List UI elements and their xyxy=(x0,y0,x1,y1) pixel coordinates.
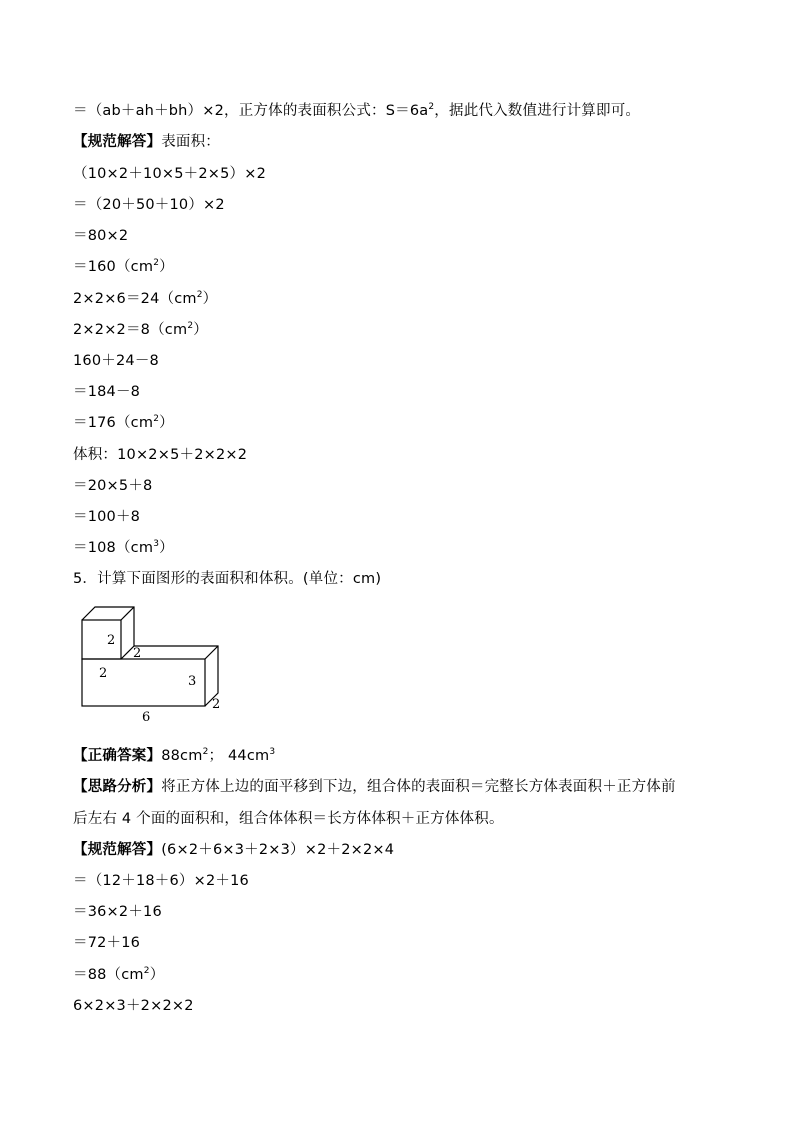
superscript: 2 xyxy=(153,414,160,424)
text: ） xyxy=(159,540,174,556)
text-line xyxy=(73,289,217,309)
text: ） xyxy=(149,967,165,983)
text-line xyxy=(73,840,394,860)
text-line: ＝20×5＋8 xyxy=(73,478,153,494)
text-line: 后左右 4 个面的面积和，组合体体积＝长方体体积＋正方体体积。 xyxy=(73,811,504,827)
text: ＝88（cm xyxy=(73,967,144,983)
cuboid-corner-edge xyxy=(205,646,218,659)
superscript: 3 xyxy=(269,747,276,757)
box-left-label: 2 xyxy=(99,666,108,681)
text-line xyxy=(73,777,676,797)
question-title: 5．计算下面图形的表面积和体积。(单位：cm) xyxy=(73,571,382,587)
text-line xyxy=(73,746,275,766)
text-line: ＝72＋16 xyxy=(73,935,141,951)
text: ） xyxy=(202,291,218,307)
cube-height-label: 2 xyxy=(107,633,116,648)
superscript: 2 xyxy=(428,102,435,112)
text: ，据此代入数值进行计算即可。 xyxy=(434,103,641,119)
superscript: 2 xyxy=(196,290,203,300)
cube-top-edge xyxy=(121,607,134,620)
combined-solid-figure xyxy=(76,602,236,728)
section-label: 【规范解答】 xyxy=(73,134,162,150)
text-line xyxy=(73,101,640,121)
text-line: 160＋24－8 xyxy=(73,353,159,369)
text: (6×2＋6×3＋2×3）×2＋2×2×4 xyxy=(161,842,395,858)
text-line: ＝100＋8 xyxy=(73,509,141,525)
text: ； 44cm xyxy=(208,748,270,764)
superscript: 2 xyxy=(153,258,160,268)
text-line: ＝184－8 xyxy=(73,384,141,400)
text: 2×2×2＝8（cm xyxy=(73,322,188,338)
text: ＝108（cm xyxy=(73,540,154,556)
superscript: 2 xyxy=(187,321,194,331)
text-line: （10×2＋10×5＋2×5）×2 xyxy=(73,166,267,182)
text-line xyxy=(73,538,174,558)
text-line xyxy=(73,132,220,152)
text: 2×2×6＝24（cm xyxy=(73,291,197,307)
section-label: 【正确答案】 xyxy=(73,748,162,764)
text-line: ＝80×2 xyxy=(73,228,129,244)
text: 88cm xyxy=(161,748,203,764)
text-line xyxy=(73,413,174,433)
superscript: 2 xyxy=(143,966,150,976)
text-line: ＝（12＋18＋6）×2＋16 xyxy=(73,873,249,889)
text: ） xyxy=(159,415,174,431)
section-label: 【规范解答】 xyxy=(73,842,162,858)
text-line: 体积：10×2×5＋2×2×2 xyxy=(73,447,248,463)
text-line: ＝（20＋50＋10）×2 xyxy=(73,197,225,213)
text: ） xyxy=(159,259,174,275)
text: ＝176（cm xyxy=(73,415,154,431)
box-depth-label: 2 xyxy=(212,697,221,712)
text-line xyxy=(73,965,164,985)
box-right-label: 3 xyxy=(188,674,197,689)
superscript: 3 xyxy=(153,539,160,549)
text-line xyxy=(73,257,174,277)
section-label: 【思路分析】 xyxy=(73,779,162,795)
text-line: ＝36×2＋16 xyxy=(73,904,162,920)
text-line xyxy=(73,320,208,340)
text: 将正方体上边的面平移到下边，组合体的表面积＝完整长方体表面积＋正方体前 xyxy=(161,779,676,795)
text: ＝160（cm xyxy=(73,259,154,275)
superscript: 2 xyxy=(202,747,209,757)
text: ＝（ab＋ah＋bh）×2，正方体的表面积公式：S＝6a xyxy=(73,103,429,119)
text: ） xyxy=(193,322,208,338)
box-length-label: 6 xyxy=(142,710,151,725)
cube-depth-label: 2 xyxy=(133,646,142,661)
text: 表面积： xyxy=(161,134,221,150)
text-line: 6×2×3＋2×2×2 xyxy=(73,998,194,1014)
